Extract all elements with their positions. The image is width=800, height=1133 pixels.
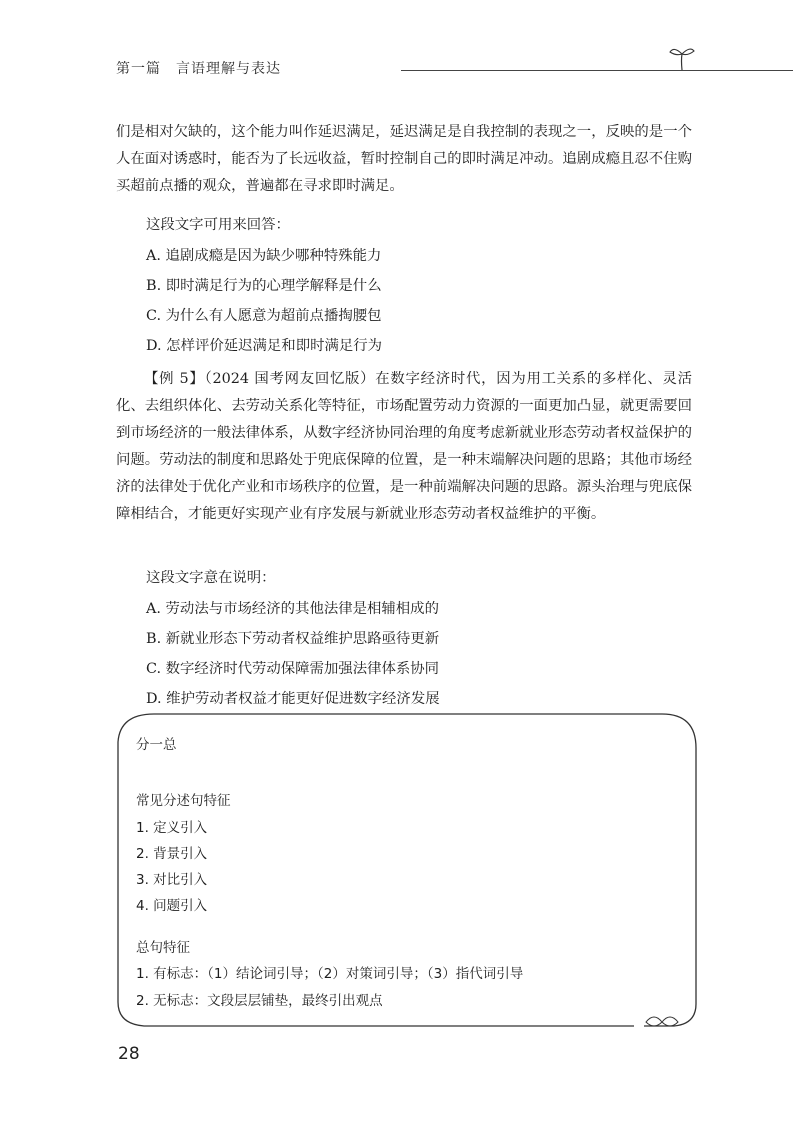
tip-box-title: 分一总 [136, 737, 177, 753]
option-d: D. 维护劳动者权益才能更好促进数字经济发展 [146, 691, 440, 707]
section1-item: 1. 定义引入 [136, 820, 208, 836]
section2-item: 2. 无标志：文段层层铺垫，最终引出观点 [136, 993, 383, 1009]
question1-prompt: 这段文字可用来回答： [146, 217, 290, 233]
question2-options [146, 594, 440, 714]
option-b: B. 即时满足行为的心理学解释是什么 [146, 278, 382, 294]
sprout-icon [668, 42, 696, 72]
running-header [116, 52, 696, 78]
leaf-icon [646, 1017, 678, 1026]
section2-heading: 总句特征 [136, 940, 190, 956]
option-a: A. 追剧成瘾是因为缺少哪种特殊能力 [146, 248, 382, 264]
option-c: C. 为什么有人愿意为超前点播掏腰包 [146, 308, 382, 324]
section1-item: 4. 问题引入 [136, 898, 208, 914]
option-d: D. 怎样评价延迟满足和即时满足行为 [146, 338, 383, 354]
section1-item: 3. 对比引入 [136, 872, 208, 888]
section1-heading: 常见分述句特征 [136, 793, 231, 809]
header-rule [401, 70, 793, 71]
question2-prompt: 这段文字意在说明： [146, 570, 276, 586]
example5-paragraph: 【例 5】（2024 国考网友回忆版）在数字经济时代，因为用工关系的多样化、灵活化、去组织体化、去劳动关系化等特征，市场配置劳动力资源的一面更加凸显，就更需要回到市场经济的一般法律体系，从数字经济协同治理的角度考虑新就业形态劳动者权益保护的问题。劳动法的制度和思路处于兜底保障的位置，是一种末端解决问题的思路；其他市场经济的法律处于优化产业和市场秩序的位置，是一种前端解决问题的思路。源头治理与兜底保障相结合，才能更好实现产业有序发展与新就业形态劳动者权益维护的平衡。 [116, 371, 692, 522]
page-number: 28 [118, 1044, 140, 1064]
chapter-title: 第一篇 言语理解与表达 [116, 61, 281, 77]
paragraph-continued: 们是相对欠缺的，这个能力叫作延迟满足，延迟满足是自我控制的表现之一，反映的是一个人在面对诱惑时，能否为了长远收益，暂时控制自己的即时满足冲动。追剧成瘾且忍不住购买超前点播的观众，普遍都在寻求即时满足。 [116, 124, 692, 194]
section2-item: 1. 有标志：（1）结论词引导；（2）对策词引导；（3）指代词引导 [136, 966, 524, 982]
section1-item: 2. 背景引入 [136, 846, 208, 862]
question1-options [146, 241, 382, 361]
option-b: B. 新就业形态下劳动者权益维护思路亟待更新 [146, 631, 440, 647]
option-a: A. 劳动法与市场经济的其他法律是相辅相成的 [146, 601, 439, 617]
option-c: C. 数字经济时代劳动保障需加强法律体系协同 [146, 661, 440, 677]
